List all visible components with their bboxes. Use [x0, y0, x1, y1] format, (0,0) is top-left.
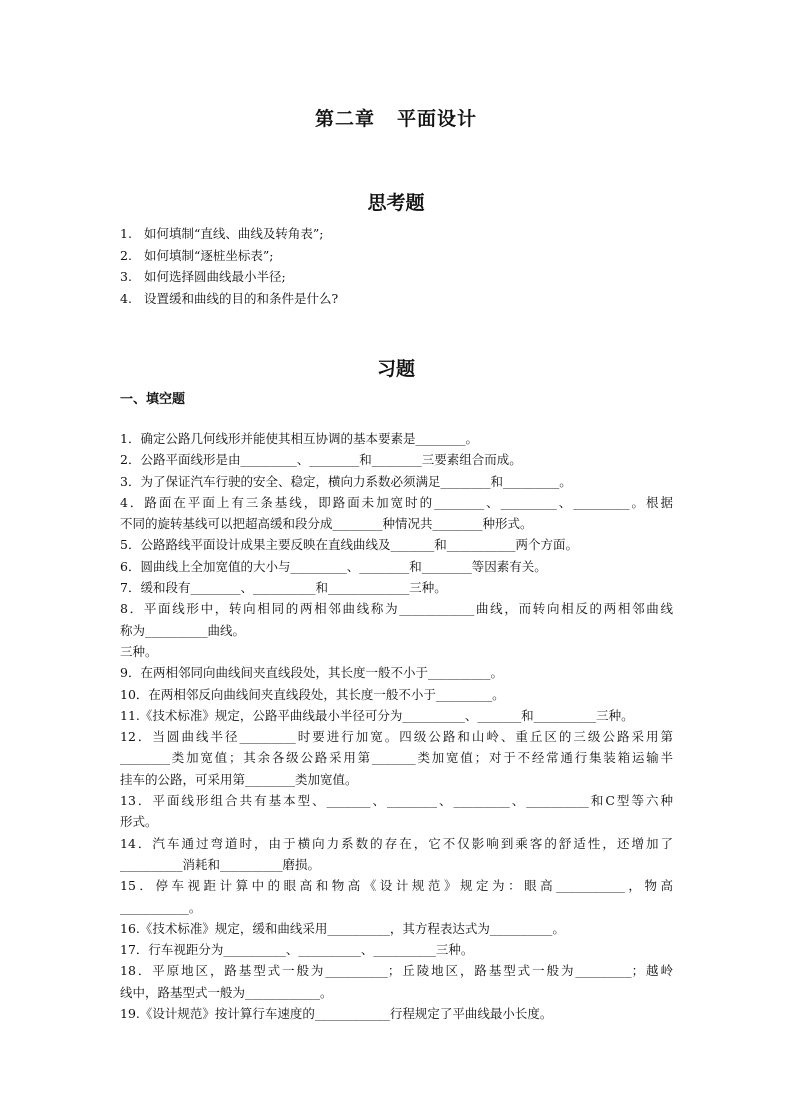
question-line: 三种。 — [120, 643, 158, 659]
question-line: 4．路面在平面上有三条基线，即路面未加宽时的________、_________、_________。根据 — [120, 494, 673, 510]
question-line: ________类加宽值；其余各级公路采用第_______类加宽值；对于不经常通行集装箱运输半 — [120, 750, 673, 766]
chapter-title — [0, 104, 792, 131]
list-item — [120, 245, 680, 267]
question-line: 14．汽车通过弯道时，由于横向力系数的存在，它不仅影响到乘客的舒适性，还增加了 — [120, 835, 673, 851]
question-line: 3．为了保证汽车行驶的安全、稳定，横向力系数必须满足________和_________。 — [120, 473, 572, 489]
question-line: 17．行车视距分为__________、__________、__________三种。 — [120, 942, 474, 958]
item-number: 3. — [120, 269, 132, 284]
fill-in-blank-questions — [120, 428, 673, 1024]
question-line: 15．停车视距计算中的眼高和物高《设计规范》规定为：眼高___________，物高 — [120, 878, 673, 894]
question-line: 7．缓和段有________、__________和_____________三种。 — [120, 580, 447, 596]
question-line: 称为__________曲线。 — [120, 622, 246, 638]
list-item — [120, 266, 680, 288]
question-line: 19.《设计规范》按计算行车速度的____________行程规定了平曲线最小长度。 — [120, 1006, 553, 1022]
question-line: 11.《技术标准》规定，公路平曲线最小半径可分为__________、_______和__________三种。 — [120, 707, 634, 723]
item-text: 如何选择圆曲线最小半径; — [144, 269, 286, 284]
question-line: 9．在两相邻同向曲线间夹直线段处，其长度一般不小于__________。 — [120, 665, 503, 681]
question-line: 挂车的公路，可采用第________类加宽值。 — [120, 771, 358, 787]
question-line: 2．公路平面线形是由_________、________和________三要素组合而成。 — [120, 452, 522, 468]
fill-in-blank-heading: 一、填空题 — [120, 392, 186, 407]
list-item — [120, 288, 680, 310]
question-line: 不同的旋转基线可以把超高缓和段分成________种情况共________种形式。 — [120, 516, 533, 532]
thinking-questions-title: 思考题 — [367, 192, 425, 214]
item-number: 1. — [120, 226, 132, 241]
question-line: 18．平原地区，路基型式一般为__________；丘陵地区，路基型式一般为_________；越岭 — [120, 963, 673, 979]
item-text: 设置缓和曲线的目的和条件是什么? — [144, 290, 339, 306]
question-line: 形式。 — [120, 814, 158, 830]
list-item — [120, 223, 680, 245]
item-number: 2. — [120, 247, 132, 263]
question-line: 8．平面线形中，转向相同的两相邻曲线称为____________曲线，而转向相反的两相邻曲线 — [120, 601, 673, 617]
question-line: 6．圆曲线上全加宽值的大小与_________、________和________等因素有关。 — [120, 558, 547, 574]
question-line: __________消耗和__________磨损。 — [120, 856, 321, 872]
question-line: 1．确定公路几何线形并能使其相互协调的基本要素是________。 — [120, 431, 478, 446]
question-line: 10．在两相邻反向曲线间夹直线段处，其长度一般不小于_________。 — [120, 686, 505, 702]
thinking-questions-list — [120, 223, 680, 309]
question-line: 13．平面线形组合共有基本型、_______、________、_________、__________和C型等六种 — [120, 793, 673, 809]
question-line: 12．当圆曲线半径_________时要进行加宽。四级公路和山岭、重丘区的三级公路采用第 — [120, 729, 673, 745]
item-text: 如何填制“直线、曲线及转角表”; — [144, 226, 324, 241]
exercises-title: 习题 — [376, 358, 415, 380]
question-line: 16.《技术标准》规定，缓和曲线采用__________，其方程表达式为__________。 — [120, 920, 565, 936]
chapter-name: 平面设计 — [397, 108, 478, 130]
question-line: ___________。 — [120, 899, 202, 915]
chapter-number: 第二章 — [314, 108, 375, 130]
question-line: 线中，路基型式一般为____________。 — [120, 984, 333, 1000]
item-text: 如何填制“逐桩坐标表”; — [144, 247, 274, 263]
item-number: 4. — [120, 290, 132, 306]
question-line: 5．公路路线平面设计成果主要反映在直线曲线及_______和___________两个方面。 — [120, 537, 578, 553]
